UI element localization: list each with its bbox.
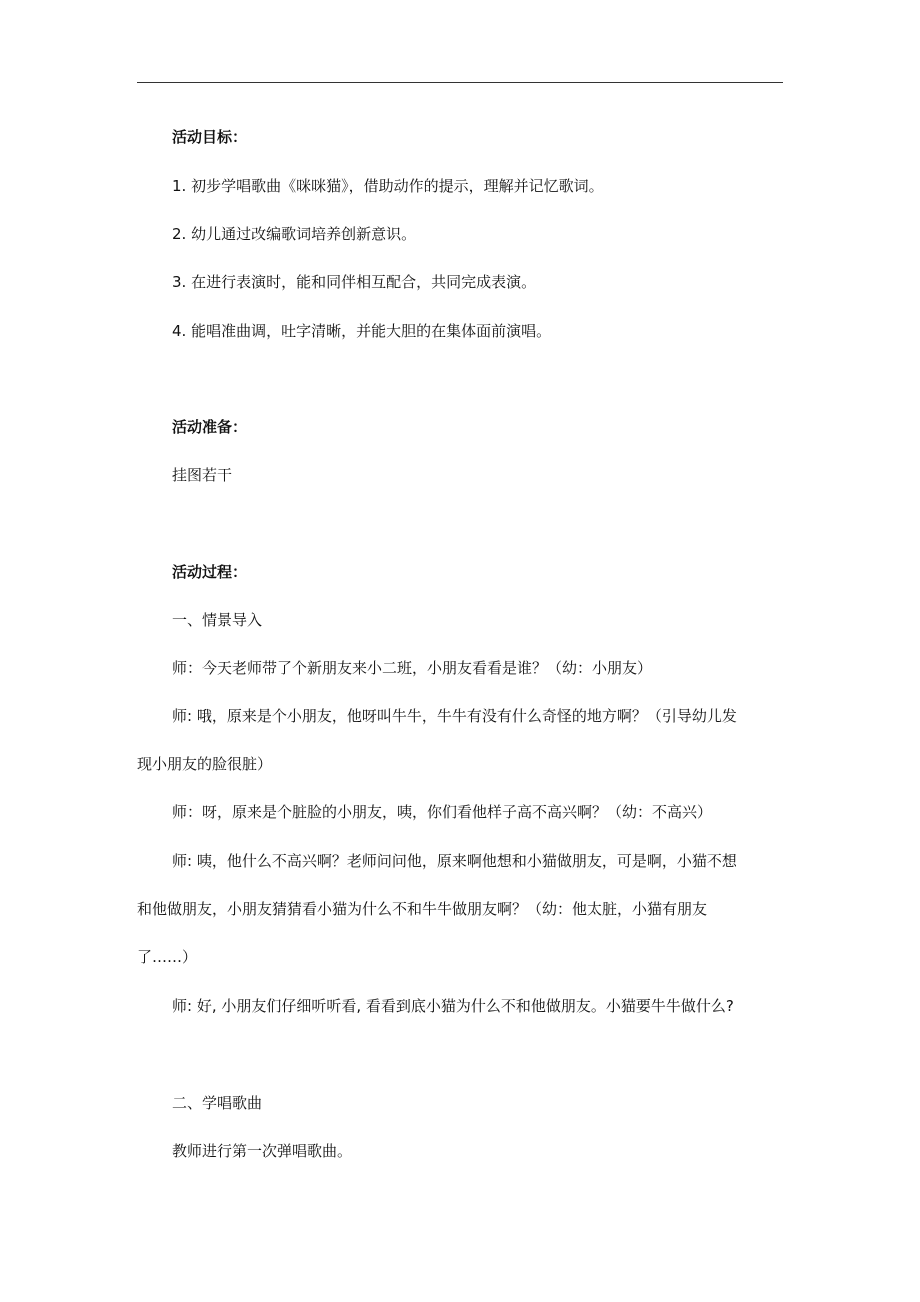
goal-item-4: 4. 能唱准曲调，吐字清晰，并能大胆的在集体面前演唱。 [172, 322, 552, 340]
section1-paragraph-4-line-1: 师: 咦，他什么不高兴啊？老师问问他，原来啊他想和小猫做朋友，可是啊，小猫不想 [172, 852, 737, 870]
section1-paragraph-2-line-2: 现小朋友的脸很脏） [137, 755, 273, 773]
preparation-text: 挂图若干 [172, 466, 233, 484]
goal-item-2: 2. 幼儿通过改编歌词培养创新意识。 [172, 225, 417, 243]
section1-paragraph-4-line-2: 和他做朋友，小朋友猜猜看小猫为什么不和牛牛做朋友啊？（幼：他太脏，小猫有朋友 [137, 900, 708, 918]
section1-paragraph-4-line-3: 了……） [137, 948, 198, 966]
section1-title: 一、情景导入 [172, 611, 263, 629]
section2-paragraph-1: 教师进行第一次弹唱歌曲。 [172, 1142, 353, 1160]
goals-heading: 活动目标： [172, 128, 248, 146]
section1-paragraph-1: 师：今天老师带了个新朋友来小二班，小朋友看看是谁？（幼：小朋友） [172, 659, 653, 677]
section2-title: 二、学唱歌曲 [172, 1094, 263, 1112]
section1-paragraph-2-line-1: 师: 哦，原来是个小朋友，他呀叫牛牛，牛牛有没有什么奇怪的地方啊？（引导幼儿发 [172, 707, 737, 725]
process-heading: 活动过程： [172, 563, 248, 581]
preparation-heading: 活动准备： [172, 418, 248, 436]
goal-item-3: 3. 在进行表演时，能和同伴相互配合，共同完成表演。 [172, 273, 537, 291]
section1-paragraph-3: 师：呀，原来是个脏脸的小朋友，咦，你们看他样子高不高兴啊？（幼：不高兴） [172, 803, 713, 821]
section1-paragraph-5: 师: 好, 小朋友们仔细听听看, 看看到底小猫为什么不和他做朋友。小猫要牛牛做什么? [172, 997, 734, 1015]
header-rule [137, 82, 783, 83]
goal-item-1: 1. 初步学唱歌曲《咪咪猫》，借助动作的提示，理解并记忆歌词。 [172, 177, 604, 195]
